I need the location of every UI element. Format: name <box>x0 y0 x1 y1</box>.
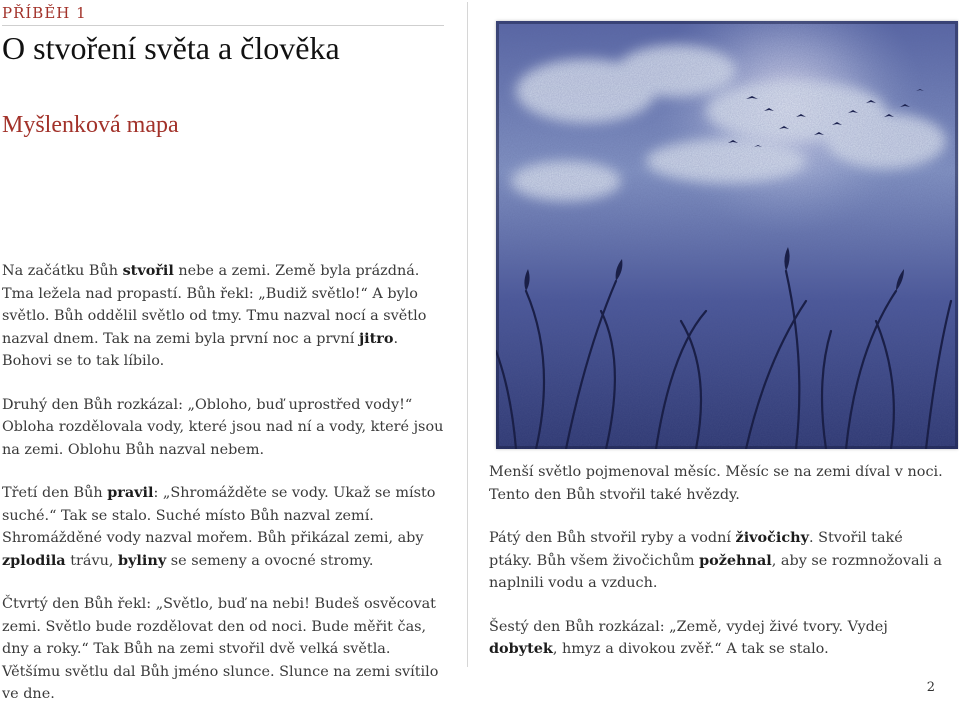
paragraph <box>2 260 450 373</box>
text-run: Šestý den Bůh rozkázal: „Země, vydej živé tvory. Vydej <box>489 618 888 635</box>
text-run: , aby se rozmnožovali a naplnili vodu a vzduch. <box>489 552 942 591</box>
text-run: trávu, <box>65 552 118 569</box>
paragraph <box>2 394 450 462</box>
section-title: Myšlenková mapa <box>2 112 179 138</box>
left-text-column <box>2 260 450 727</box>
column-divider <box>467 2 468 667</box>
text-run: nebe a zemi. Země byla prázdná. Tma ležela nad propastí. Bůh řekl: „Budiž světlo!“ A bylo světlo. Bůh oddělil světlo od tmy. Tmu nazval nocí a světlo nazval dnem. Tak na zemi byla první noc a první <box>2 263 427 347</box>
bold-term: zplodila <box>2 551 66 569</box>
text-run: Třetí den Bůh <box>2 485 108 501</box>
page-number: 2 <box>926 680 935 695</box>
bold-term: pravil <box>107 484 154 501</box>
bold-term: stvořil <box>122 262 174 279</box>
bold-term: jitro <box>358 329 394 347</box>
sky-reeds-illustration <box>496 21 958 449</box>
page-title: O stvoření světa a člověka <box>2 30 340 66</box>
bold-term: byliny <box>118 551 167 569</box>
paragraph <box>489 616 944 661</box>
paragraph <box>489 461 944 506</box>
bold-term: požehnal <box>699 551 772 569</box>
chapter-label: PŘÍBĚH 1 <box>2 4 444 26</box>
text-run: Menší světlo pojmenoval měsíc. Měsíc se na zemi díval v noci. Tento den Bůh stvořil také hvězdy. <box>489 464 943 503</box>
text-run: : „Shromážděte se vody. Ukaž se místo suché.“ Tak se stalo. Suché místo Bůh nazval zemí. Shromážděné vody nazval mořem. Bůh přikázal zemi, aby <box>2 485 436 546</box>
text-run: . Stvořil také ptáky. Bůh všem živočichům <box>489 530 903 569</box>
paragraph <box>489 527 944 595</box>
paragraph <box>2 482 450 572</box>
text-run: . Bohovi se to tak líbilo. <box>2 330 399 369</box>
text-run: Čtvrtý den Bůh řekl: „Světlo, buď na nebi! Budeš osvěcovat zemi. Světlo bude rozdělovat den od noci. Bude měřit čas, dny a roky.“ Tak Bůh na zemi stvořil dvě velká světla. Většímu světlu dal Bůh jméno slunce. Slunce na zemi svítilo ve dne. <box>2 596 439 702</box>
bold-term: živočichy <box>735 529 809 546</box>
text-run: se semeny a ovocné stromy. <box>166 552 374 569</box>
right-text-column <box>489 461 944 682</box>
text-run: Na začátku Bůh <box>2 263 123 279</box>
text-run: Druhý den Bůh rozkázal: „Obloho, buď uprostřed vody!“ Obloha rozdělovala vody, které jsou nad ní a vody, které jsou na zemi. Oblohu Bůh nazval nebem. <box>2 396 444 458</box>
bold-term: dobytek <box>489 640 553 657</box>
text-run: , hmyz a divokou zvěř.“ A tak se stalo. <box>552 641 829 657</box>
paragraph <box>2 593 450 706</box>
text-run: Pátý den Bůh stvořil ryby a vodní <box>489 530 736 546</box>
